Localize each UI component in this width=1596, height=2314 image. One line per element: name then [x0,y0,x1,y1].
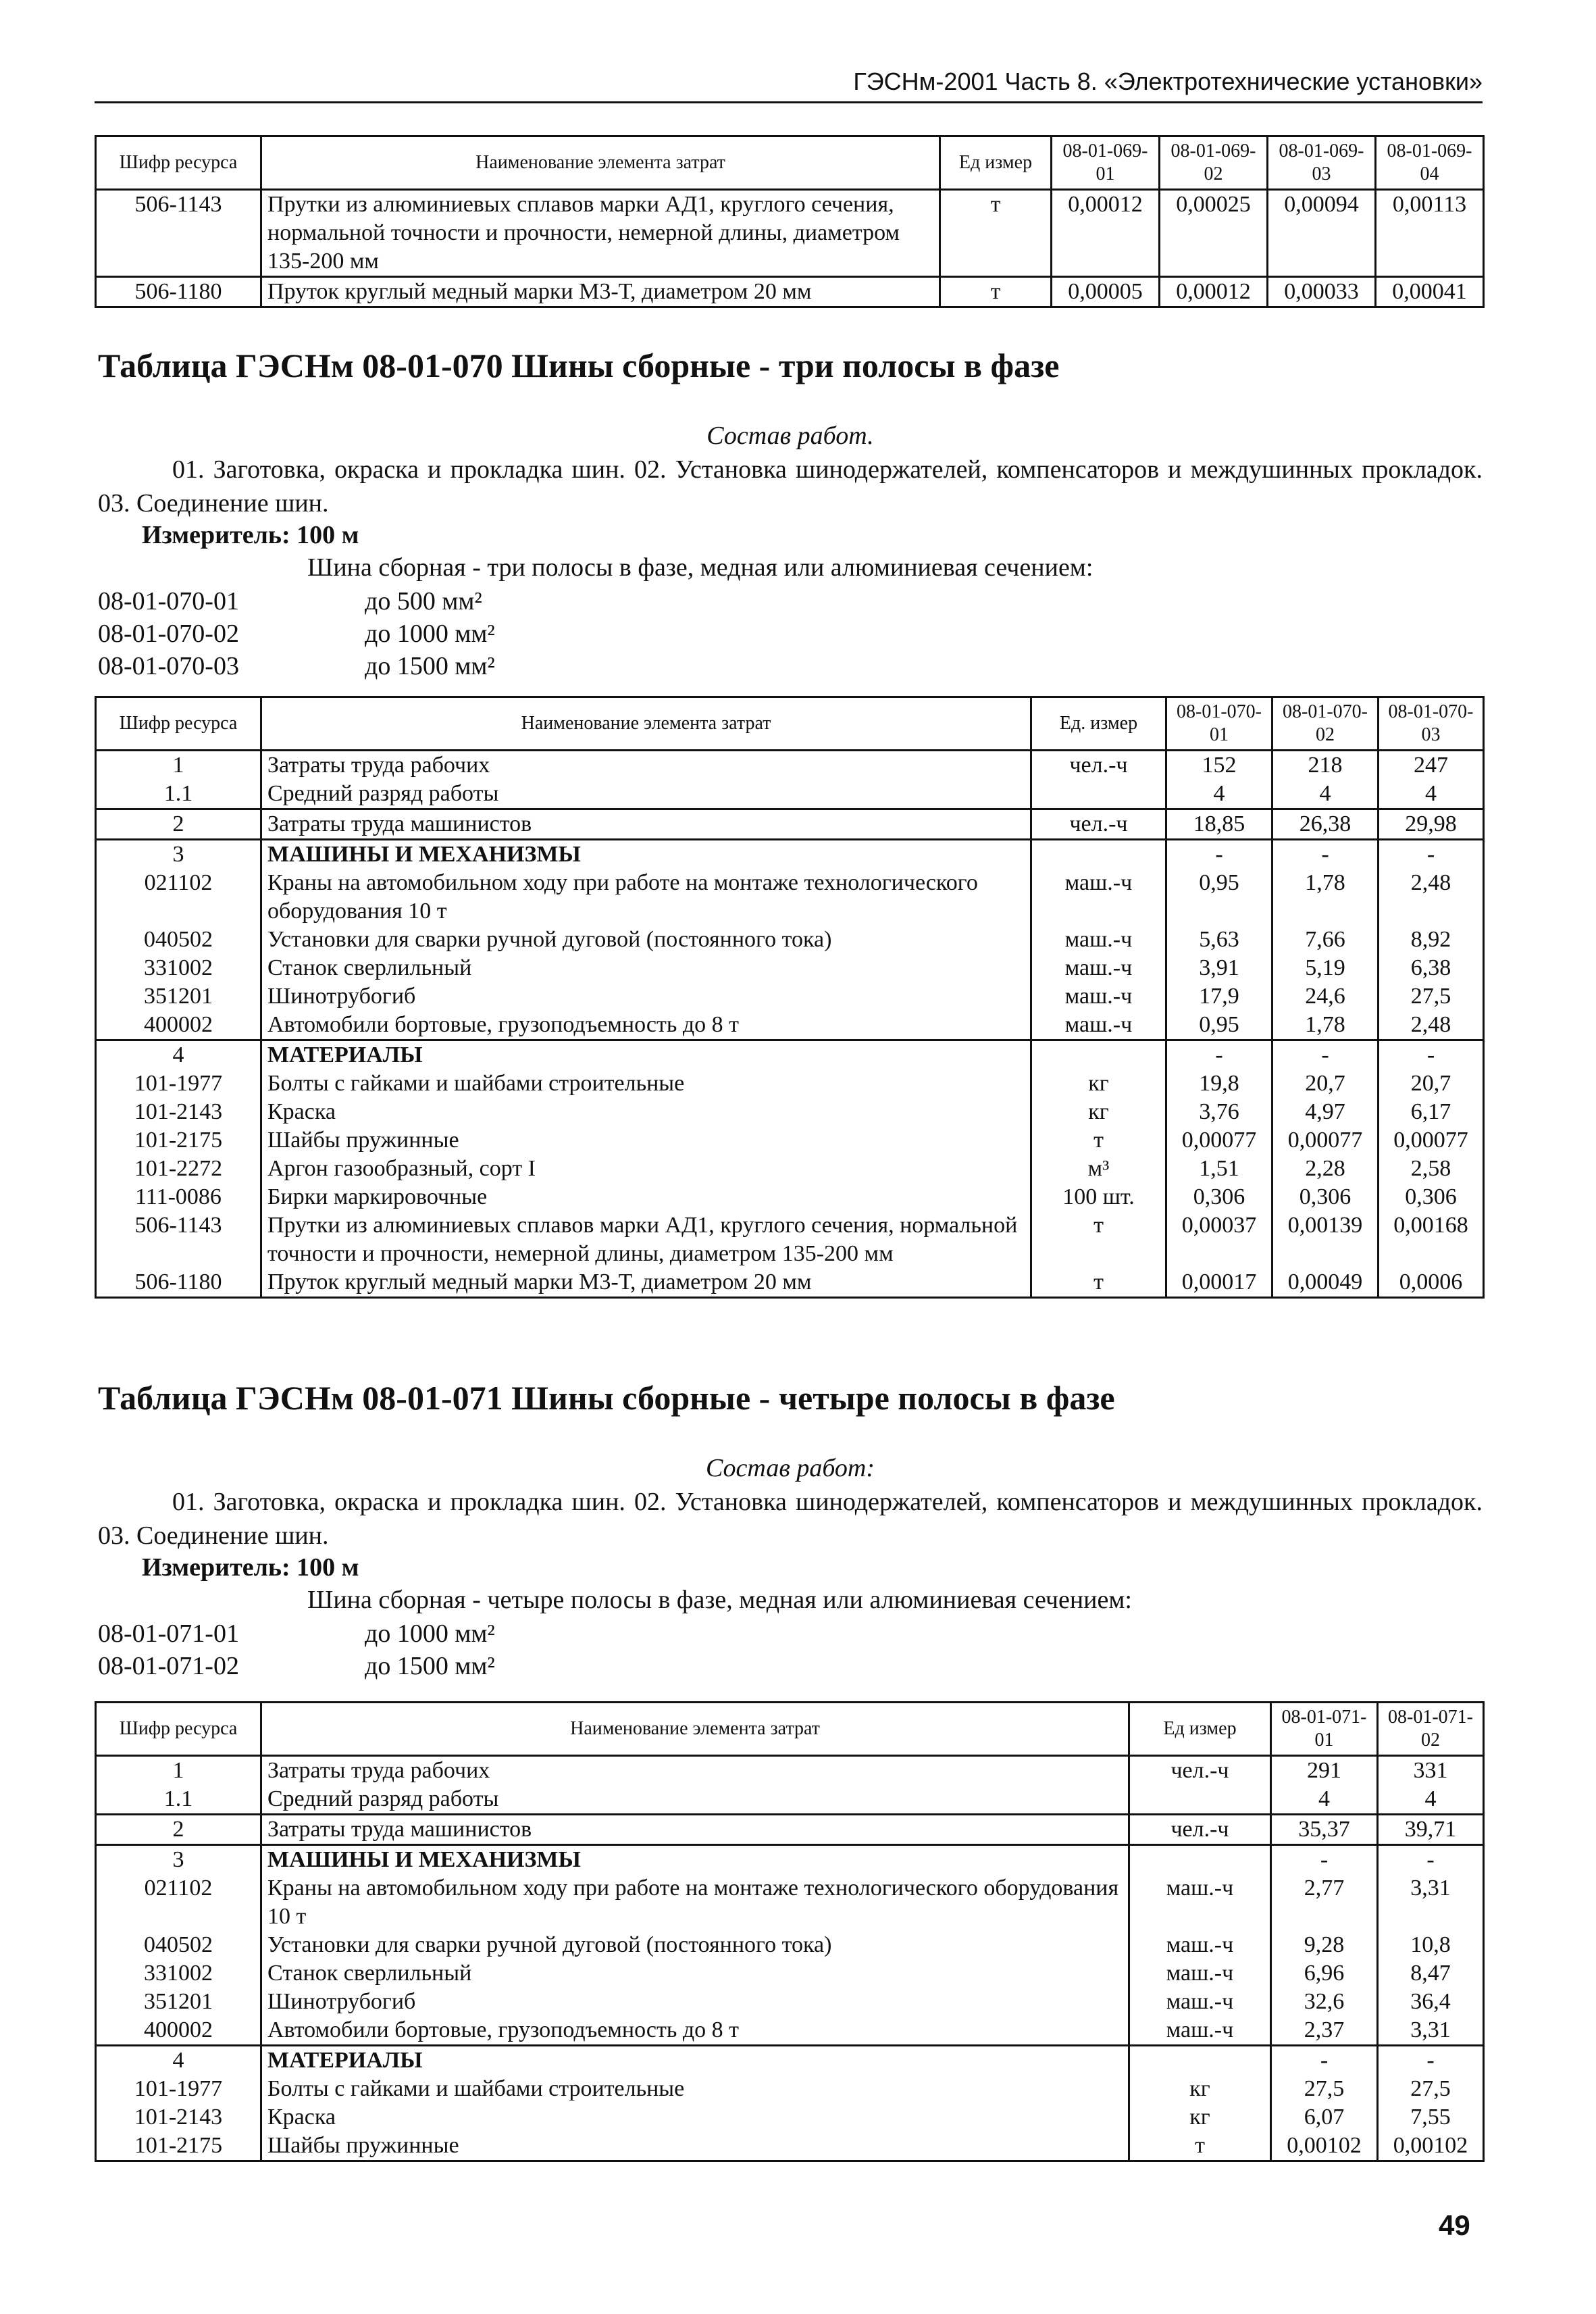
cell-name: Шинотрубогиб [261,982,1031,1011]
table-row [96,1268,1484,1298]
cell-code: 4 [96,2046,261,2076]
cell-unit: т [940,277,1052,307]
cell-name: Бирки маркировочные [261,1183,1031,1211]
table-row [96,277,1484,307]
cell-name: Краска [261,1098,1031,1126]
cell-unit: маш.-ч [1031,954,1166,982]
cell-unit: 100 шт. [1031,1183,1166,1211]
cell-value: 0,00025 [1160,190,1268,277]
cell-value: 0,00033 [1268,277,1376,307]
cell-value: 4 [1378,1785,1484,1815]
cell-unit: т [1031,1268,1166,1298]
cell-name: Автомобили бортовые, грузоподъемность до 8 т [261,2016,1129,2046]
cell-name: Краны на автомобильном ходу при работе на монтаже технологического оборудования 10 т [261,869,1031,926]
col-header-code: Шифр ресурса [96,697,261,751]
cell-code: 3 [96,1845,261,1875]
cell-value: 18,85 [1166,809,1272,840]
col-header-unit: Ед измер [1129,1703,1271,1756]
col-header-unit: Ед. измер [1031,697,1166,751]
cell-value: 35,37 [1271,1815,1378,1845]
cell-value: 0,00077 [1272,1126,1379,1155]
col-header-variant: 08-01-069-01 [1052,136,1160,190]
table-row [96,1211,1484,1268]
variant-row [98,1651,495,1681]
cell-name: Установки для сварки ручной дуговой (постоянного тока) [261,1931,1129,1959]
cell-name: Краска [261,2103,1129,2132]
cell-value: 4,97 [1272,1098,1379,1126]
cell-value: 0,95 [1166,869,1272,926]
cell-code: 101-2175 [96,1126,261,1155]
cell-value: 6,38 [1379,954,1484,982]
col-header-variant: 08-01-069-03 [1268,136,1376,190]
cell-value: 2,28 [1272,1155,1379,1183]
cell-name: Автомобили бортовые, грузоподъемность до 8 т [261,1011,1031,1040]
cell-value: 0,00017 [1166,1268,1272,1298]
cell-code: 040502 [96,926,261,954]
table-071 [95,1701,1485,2162]
cell-value: 2,77 [1271,1874,1378,1931]
cell-code: 021102 [96,869,261,926]
table-row [96,1040,1484,1070]
cell-value: 3,31 [1378,2016,1484,2046]
cell-code: 021102 [96,1874,261,1931]
cell-name: Шинотрубогиб [261,1988,1129,2016]
cell-unit: кг [1129,2075,1271,2103]
cell-name: МАШИНЫ И МЕХАНИЗМЫ [261,1845,1129,1875]
cell-value: 2,58 [1379,1155,1484,1183]
cell-unit: т [940,190,1052,277]
variant-caption-071: Шина сборная - четыре полосы в фазе, медная или алюминиевая сечением: [307,1586,1132,1614]
cell-code: 101-2143 [96,2103,261,2132]
composition-071 [98,1451,1483,1553]
cell-name: Средний разряд работы [261,780,1031,809]
table-row [96,1756,1484,1786]
variant-desc: до 1500 мм² [365,652,495,680]
cell-value: 0,306 [1379,1183,1484,1211]
cell-code: 331002 [96,1959,261,1988]
table-row [96,2103,1484,2132]
cell-code: 1 [96,751,261,780]
col-header-variant: 08-01-070-01 [1166,697,1272,751]
variant-desc: до 500 мм² [365,587,482,615]
cell-value: 0,00005 [1052,277,1160,307]
cell-value: 2,48 [1379,1011,1484,1040]
table-row [96,2075,1484,2103]
cell-value: 20,7 [1379,1070,1484,1098]
cell-value: 24,6 [1272,982,1379,1011]
cell-unit [1129,1785,1271,1815]
cell-value: - [1379,840,1484,870]
table-069 [95,135,1485,308]
section-title-070: Таблица ГЭСНм 08-01-070 Шины сборные - три полосы в фазе [98,347,1060,384]
cell-value: 152 [1166,751,1272,780]
table-row [96,1785,1484,1815]
cell-value: - [1166,840,1272,870]
cell-unit: м³ [1031,1155,1166,1183]
table-row [96,1126,1484,1155]
cell-unit: маш.-ч [1129,1874,1271,1931]
cell-value: 3,91 [1166,954,1272,982]
table-row [96,751,1484,780]
cell-code: 2 [96,1815,261,1845]
cell-value: 6,07 [1271,2103,1378,2132]
cell-name: Станок сверлильный [261,954,1031,982]
cell-name: Прутки из алюминиевых сплавов марки АД1, круглого сечения, нормальной точности и прочности, немерной длины, диаметром 135-200 мм [261,1211,1031,1268]
cell-value: 247 [1379,751,1484,780]
cell-name: Станок сверлильный [261,1959,1129,1988]
cell-unit: кг [1031,1098,1166,1126]
cell-value: 0,0006 [1379,1268,1484,1298]
table-row [96,1183,1484,1211]
cell-code: 1.1 [96,1785,261,1815]
cell-code: 101-2272 [96,1155,261,1183]
cell-value: 8,47 [1378,1959,1484,1988]
col-header-variant: 08-01-069-02 [1160,136,1268,190]
cell-unit: маш.-ч [1129,2016,1271,2046]
composition-text: 01. Заготовка, окраска и прокладка шин. 02. Установка шинодержателей, компенсаторов и междушинных прокладок. 03. Соединение шин. [98,455,1483,518]
col-header-name: Наименование элемента затрат [261,697,1031,751]
cell-value: - [1271,1845,1378,1875]
variant-row [98,651,495,681]
cell-value: 7,66 [1272,926,1379,954]
table-row [96,1815,1484,1845]
cell-name: Болты с гайками и шайбами строительные [261,2075,1129,2103]
cell-code: 331002 [96,954,261,982]
cell-value: 0,00094 [1268,190,1376,277]
cell-value: - [1378,1845,1484,1875]
cell-code: 351201 [96,982,261,1011]
col-header-code: Шифр ресурса [96,136,261,190]
table-row [96,840,1484,870]
cell-value: 0,00041 [1376,277,1484,307]
table-row [96,1011,1484,1040]
cell-unit [1129,2046,1271,2076]
cell-value: 0,00077 [1379,1126,1484,1155]
table-header-row [96,1703,1484,1756]
cell-value: 331 [1378,1756,1484,1786]
cell-value: 1,51 [1166,1155,1272,1183]
measure-071: Измеритель: 100 м [142,1553,359,1582]
cell-unit: т [1031,1126,1166,1155]
cell-value: 0,00168 [1379,1211,1484,1268]
variant-code: 08-01-070-03 [98,652,239,680]
section-title-071: Таблица ГЭСНм 08-01-071 Шины сборные - четыре полосы в фазе [98,1379,1115,1417]
table-row [96,1155,1484,1183]
cell-code: 101-1977 [96,1070,261,1098]
variant-desc: до 1500 мм² [365,1652,495,1680]
cell-value: 1,78 [1272,869,1379,926]
cell-value: 0,00012 [1052,190,1160,277]
cell-unit: маш.-ч [1129,1931,1271,1959]
cell-code: 4 [96,1040,261,1070]
cell-name: Пруток круглый медный марки М3-Т, диаметром 20 мм [261,1268,1031,1298]
composition-caption: Состав работ: [705,1454,875,1482]
cell-name: МАТЕРИАЛЫ [261,2046,1129,2076]
cell-value: 0,306 [1272,1183,1379,1211]
table-row [96,1098,1484,1126]
cell-name: Шайбы пружинные [261,1126,1031,1155]
table-row [96,954,1484,982]
cell-unit: чел.-ч [1129,1815,1271,1845]
cell-value: 0,00077 [1166,1126,1272,1155]
cell-name: Краны на автомобильном ходу при работе на монтаже технологического оборудования 10 т [261,1874,1129,1931]
table-row [96,982,1484,1011]
page-number: 49 [1439,2209,1470,2241]
variant-desc: до 1000 мм² [365,1619,495,1648]
cell-code: 506-1180 [96,1268,261,1298]
cell-code: 351201 [96,1988,261,2016]
cell-unit: маш.-ч [1031,926,1166,954]
cell-value: 36,4 [1378,1988,1484,2016]
cell-value: 17,9 [1166,982,1272,1011]
table-row [96,1931,1484,1959]
variant-code: 08-01-070-02 [98,620,239,648]
cell-unit: чел.-ч [1031,809,1166,840]
cell-value: - [1166,1040,1272,1070]
variant-code: 08-01-070-01 [98,587,239,615]
cell-value: 0,00037 [1166,1211,1272,1268]
cell-unit [1031,1040,1166,1070]
table-row [96,1070,1484,1098]
cell-name: Прутки из алюминиевых сплавов марки АД1, круглого сечения, нормальной точности и прочности, немерной длины, диаметром 135-200 мм [261,190,940,277]
cell-code: 1.1 [96,780,261,809]
cell-value: - [1272,1040,1379,1070]
col-header-code: Шифр ресурса [96,1703,261,1756]
cell-code: 040502 [96,1931,261,1959]
cell-unit: маш.-ч [1129,1959,1271,1988]
cell-value: - [1379,1040,1484,1070]
table-row [96,1845,1484,1875]
cell-name: Шайбы пружинные [261,2132,1129,2161]
cell-value: 0,00012 [1160,277,1268,307]
cell-value: 27,5 [1379,982,1484,1011]
cell-value: 4 [1271,1785,1378,1815]
cell-value: 9,28 [1271,1931,1378,1959]
cell-value: 5,19 [1272,954,1379,982]
cell-value: 1,78 [1272,1011,1379,1040]
table-row [96,1874,1484,1931]
cell-value: 3,76 [1166,1098,1272,1126]
cell-value: 0,306 [1166,1183,1272,1211]
cell-unit [1031,780,1166,809]
table-row [96,1988,1484,2016]
cell-value: 26,38 [1272,809,1379,840]
cell-name: Пруток круглый медный марки М3-Т, диаметром 20 мм [261,277,940,307]
col-header-name: Наименование элемента затрат [261,136,940,190]
cell-name: Затраты труда рабочих [261,1756,1129,1786]
cell-unit: т [1129,2132,1271,2161]
cell-name: Затраты труда машинистов [261,1815,1129,1845]
cell-value: 4 [1166,780,1272,809]
cell-value: 29,98 [1379,809,1484,840]
variant-row [98,586,482,616]
table-header-row [96,697,1484,751]
cell-value: 218 [1272,751,1379,780]
cell-value: 0,95 [1166,1011,1272,1040]
cell-code: 400002 [96,1011,261,1040]
table-header-row [96,136,1484,190]
col-header-variant: 08-01-070-03 [1379,697,1484,751]
cell-name: МАТЕРИАЛЫ [261,1040,1031,1070]
table-070 [95,696,1485,1299]
cell-unit: маш.-ч [1031,1011,1166,1040]
cell-unit [1031,840,1166,870]
cell-value: 27,5 [1271,2075,1378,2103]
table-row [96,2132,1484,2161]
cell-name: Средний разряд работы [261,1785,1129,1815]
col-header-variant: 08-01-071-02 [1378,1703,1484,1756]
cell-value: 0,00139 [1272,1211,1379,1268]
cell-value: - [1271,2046,1378,2076]
cell-code: 400002 [96,2016,261,2046]
cell-value: 3,31 [1378,1874,1484,1931]
table-row [96,190,1484,277]
cell-unit [1129,1845,1271,1875]
col-header-name: Наименование элемента затрат [261,1703,1129,1756]
cell-unit: маш.-ч [1031,869,1166,926]
cell-value: 4 [1379,780,1484,809]
cell-value: - [1272,840,1379,870]
table-row [96,926,1484,954]
cell-unit: т [1031,1211,1166,1268]
cell-value: 39,71 [1378,1815,1484,1845]
cell-value: 6,17 [1379,1098,1484,1126]
col-header-variant: 08-01-069-04 [1376,136,1484,190]
cell-unit: чел.-ч [1031,751,1166,780]
variant-code: 08-01-071-02 [98,1652,239,1680]
cell-name: Установки для сварки ручной дуговой (постоянного тока) [261,926,1031,954]
cell-value: 20,7 [1272,1070,1379,1098]
composition-070 [98,419,1483,520]
variant-code: 08-01-071-01 [98,1619,239,1648]
cell-value: 0,00113 [1376,190,1484,277]
cell-value: 5,63 [1166,926,1272,954]
cell-value: 10,8 [1378,1931,1484,1959]
table-row [96,809,1484,840]
cell-name: Затраты труда рабочих [261,751,1031,780]
cell-unit: маш.-ч [1129,1988,1271,2016]
variant-caption-070: Шина сборная - три полосы в фазе, медная или алюминиевая сечением: [307,553,1093,582]
variant-desc: до 1000 мм² [365,620,495,648]
cell-name: Аргон газообразный, сорт I [261,1155,1031,1183]
col-header-unit: Ед измер [940,136,1052,190]
composition-text: 01. Заготовка, окраска и прокладка шин. 02. Установка шинодержателей, компенсаторов и междушинных прокладок. 03. Соединение шин. [98,1488,1483,1550]
cell-name: Болты с гайками и шайбами строительные [261,1070,1031,1098]
page-header: ГЭСНм-2001 Часть 8. «Электротехнические установки» [95,68,1483,103]
cell-value: 32,6 [1271,1988,1378,2016]
cell-code: 2 [96,809,261,840]
table-row [96,2046,1484,2076]
composition-caption: Состав работ. [706,422,874,450]
cell-unit: маш.-ч [1031,982,1166,1011]
cell-value: 19,8 [1166,1070,1272,1098]
cell-value: - [1378,2046,1484,2076]
cell-name: МАШИНЫ И МЕХАНИЗМЫ [261,840,1031,870]
cell-value: 2,48 [1379,869,1484,926]
cell-code: 3 [96,840,261,870]
cell-code: 506-1143 [96,1211,261,1268]
table-row [96,780,1484,809]
col-header-variant: 08-01-071-01 [1271,1703,1378,1756]
cell-code: 1 [96,1756,261,1786]
col-header-variant: 08-01-070-02 [1272,697,1379,751]
cell-value: 6,96 [1271,1959,1378,1988]
cell-code: 101-1977 [96,2075,261,2103]
cell-value: 0,00049 [1272,1268,1379,1298]
cell-value: 4 [1272,780,1379,809]
cell-unit: чел.-ч [1129,1756,1271,1786]
measure-070: Измеритель: 100 м [142,521,359,549]
cell-code: 506-1143 [96,190,261,277]
cell-unit: кг [1129,2103,1271,2132]
table-row [96,2016,1484,2046]
cell-code: 101-2175 [96,2132,261,2161]
variant-row [98,619,495,649]
cell-value: 0,00102 [1378,2132,1484,2161]
cell-code: 506-1180 [96,277,261,307]
cell-value: 7,55 [1378,2103,1484,2132]
variant-row [98,1619,495,1649]
cell-value: 27,5 [1378,2075,1484,2103]
table-row [96,869,1484,926]
cell-value: 291 [1271,1756,1378,1786]
cell-name: Затраты труда машинистов [261,809,1031,840]
cell-code: 111-0086 [96,1183,261,1211]
cell-value: 0,00102 [1271,2132,1378,2161]
cell-value: 2,37 [1271,2016,1378,2046]
cell-value: 8,92 [1379,926,1484,954]
table-row [96,1959,1484,1988]
cell-unit: кг [1031,1070,1166,1098]
cell-code: 101-2143 [96,1098,261,1126]
